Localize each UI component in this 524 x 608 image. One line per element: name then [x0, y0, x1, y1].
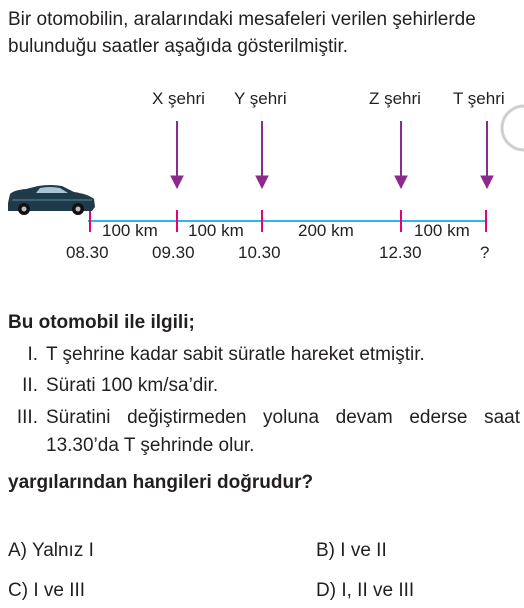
- option-d[interactable]: [316, 580, 414, 602]
- car-icon: [8, 185, 95, 215]
- time-label-start: 08.30: [66, 243, 109, 262]
- distance-label-3: 200 km: [298, 221, 354, 240]
- arrow-z: [395, 121, 407, 188]
- arrow-t: [481, 121, 493, 188]
- time-label-x: 09.30: [152, 243, 195, 262]
- city-label-t: T şehri: [453, 89, 505, 108]
- option-text: I ve II: [340, 540, 387, 561]
- arrow-x: [171, 121, 183, 188]
- statement-text: Süratini değiştirmeden yoluna devam ederse saat 13.30’da T şehrinde olur.: [46, 407, 520, 456]
- distance-label-2: 100 km: [188, 221, 244, 240]
- time-label-z: 12.30: [379, 243, 422, 262]
- option-letter: B): [316, 540, 335, 561]
- option-text: Yalnız I: [31, 540, 94, 561]
- question-lead: Bu otomobil ile ilgili;: [8, 312, 195, 333]
- question-intro: Bir otomobilin, aralarındaki mesafeleri verilen şehirlerde bulunduğu saatler aşağıda gösterilmiştir.: [8, 9, 476, 57]
- statement-text: Sürati 100 km/sa’dir.: [46, 375, 219, 396]
- edge-circle-fragment: [502, 106, 524, 150]
- statement-number: I.: [27, 344, 38, 365]
- option-c[interactable]: [8, 580, 85, 602]
- city-label-z: Z şehri: [369, 89, 421, 108]
- statement-text: T şehrine kadar sabit süratle hareket etmiştir.: [46, 344, 425, 365]
- time-label-t: ?: [480, 243, 490, 262]
- option-letter: D): [316, 580, 337, 601]
- distance-label-1: 100 km: [102, 221, 158, 240]
- option-text: I, II ve III: [341, 580, 415, 601]
- arrow-y: [256, 121, 268, 188]
- city-label-x: X şehri: [152, 89, 205, 108]
- statement-number: III.: [16, 407, 38, 428]
- distance-label-4: 100 km: [414, 221, 470, 240]
- statement-3: [8, 404, 520, 460]
- statement-1: [8, 341, 520, 369]
- option-b[interactable]: [316, 540, 387, 562]
- option-text: I ve III: [33, 580, 86, 601]
- statement-number: II.: [22, 375, 38, 396]
- time-label-y: 10.30: [238, 243, 281, 262]
- option-a[interactable]: [8, 540, 94, 562]
- question-prompt: yargılarından hangileri doğrudur?: [8, 472, 314, 493]
- city-label-y: Y şehri: [234, 89, 287, 108]
- statement-2: [8, 372, 520, 400]
- option-letter: A): [8, 540, 27, 561]
- option-letter: C): [8, 580, 29, 601]
